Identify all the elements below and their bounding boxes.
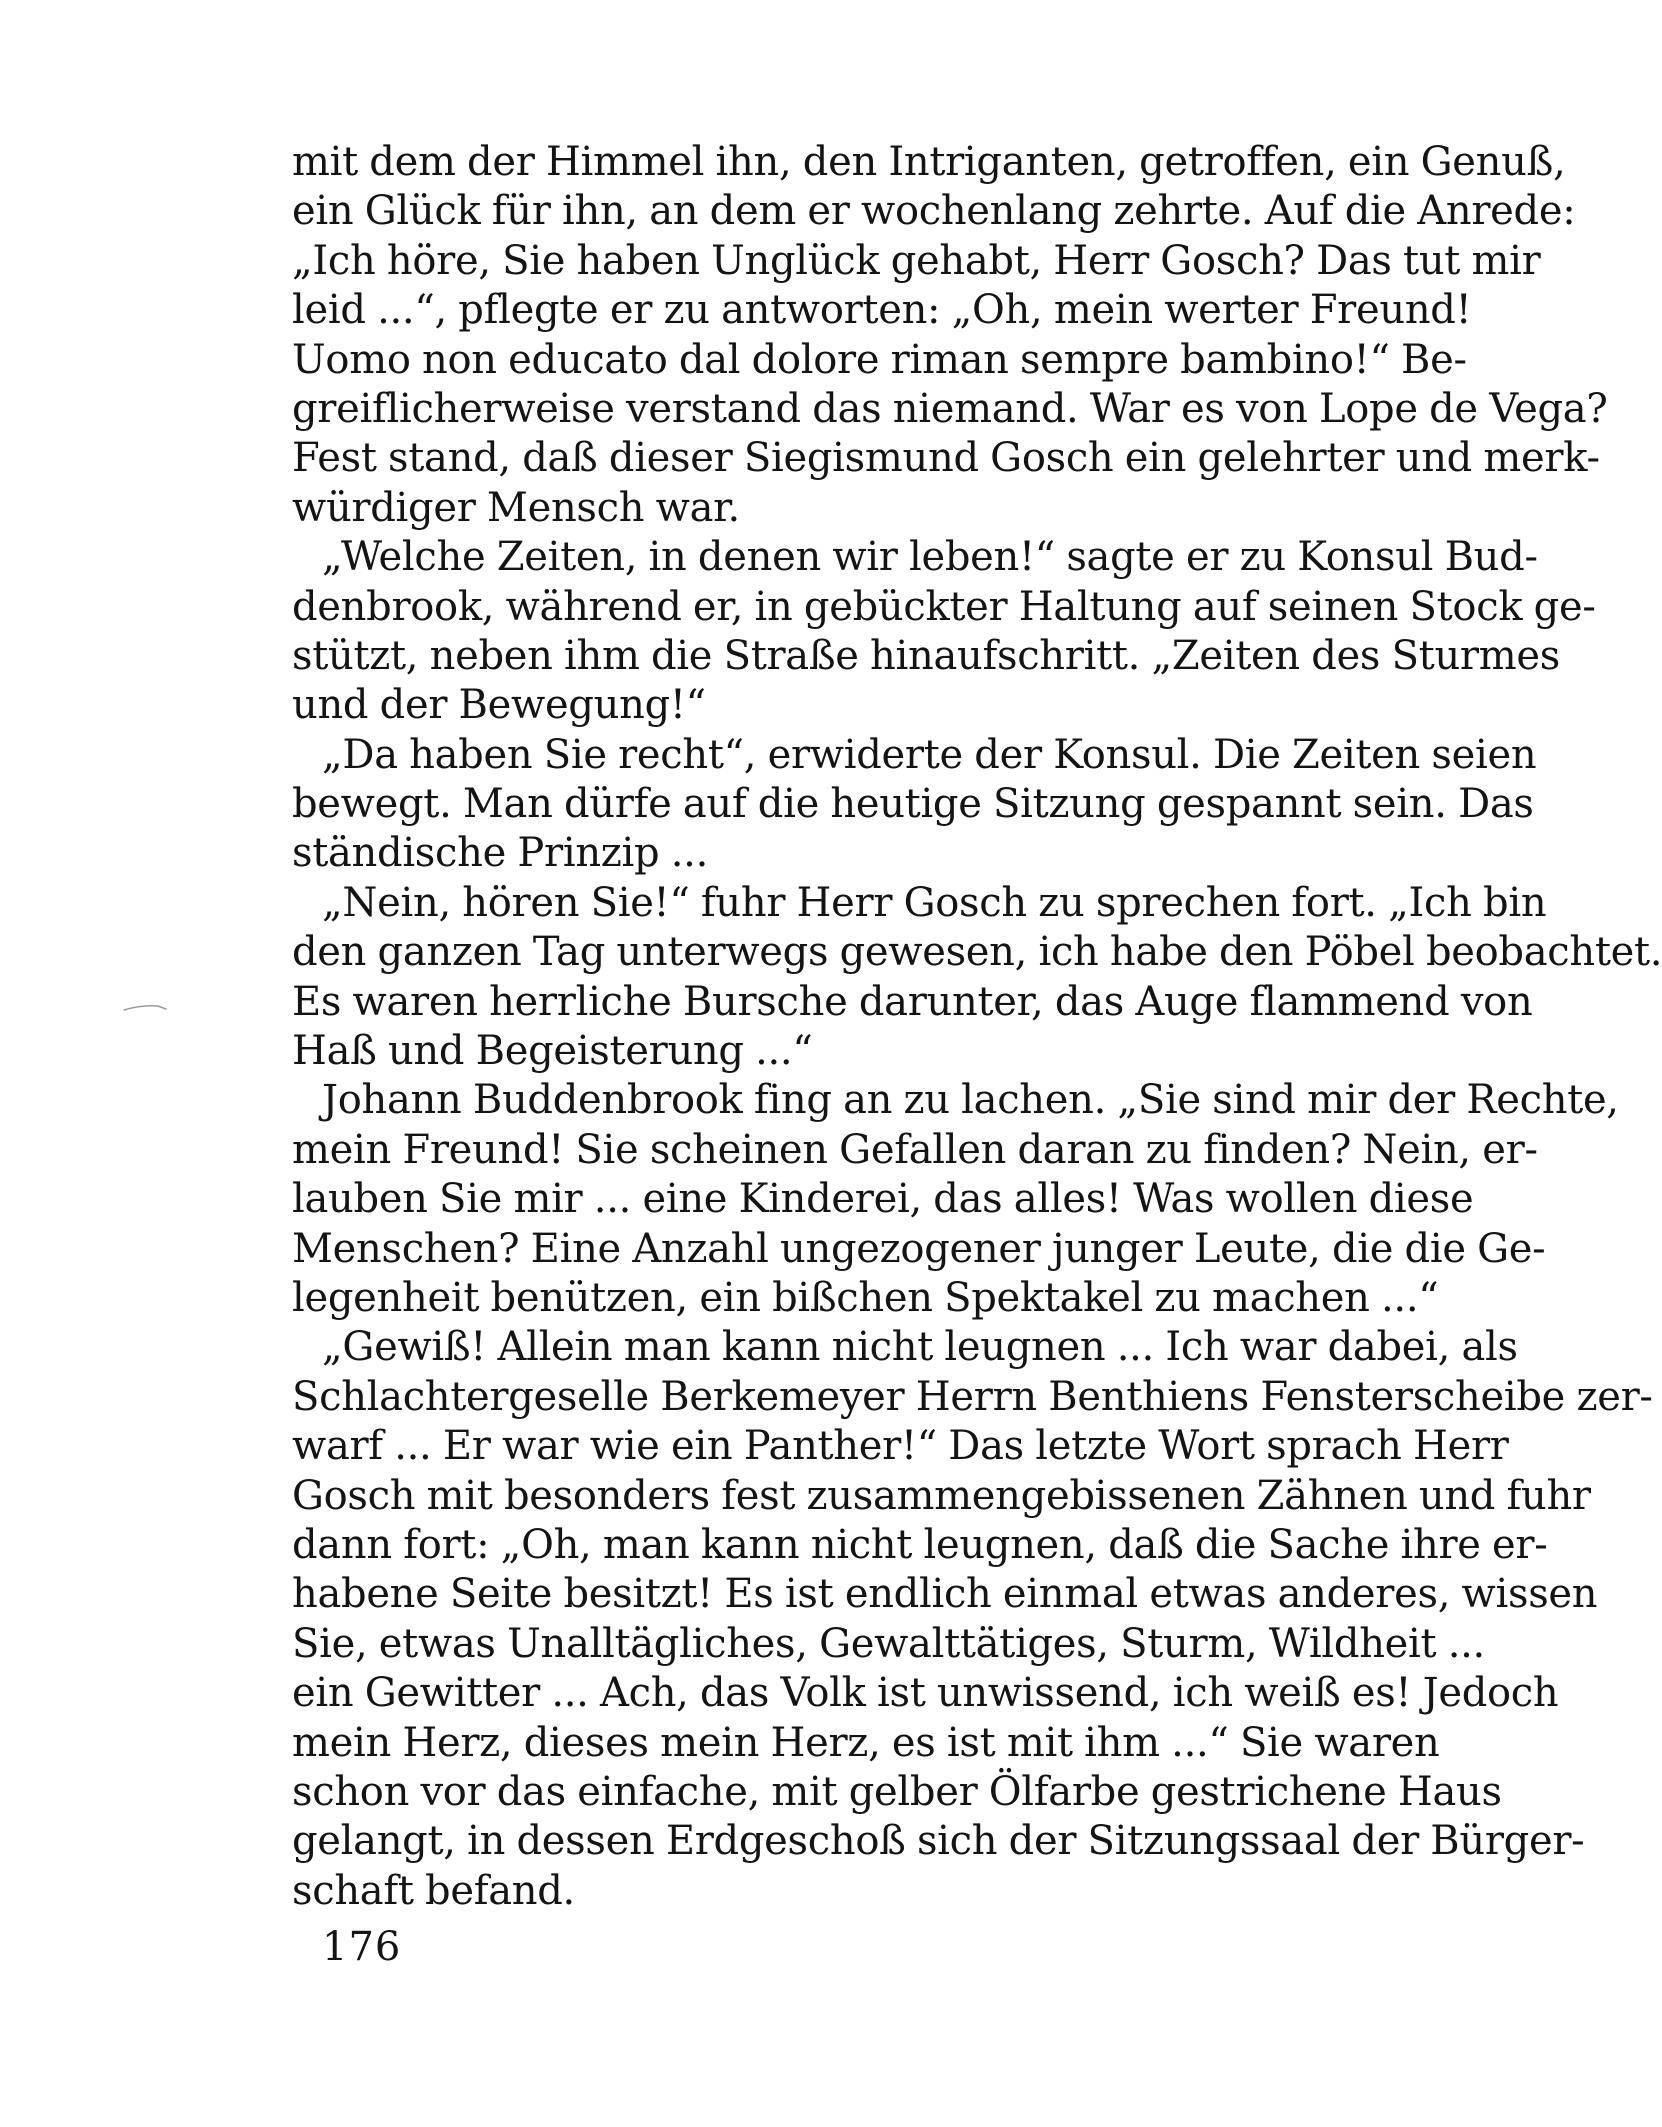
text-line: habene Seite besitzt! Es ist endlich einmal etwas anderes, wissen <box>292 1571 1598 1618</box>
text-line: den ganzen Tag unterwegs gewesen, ich habe den Pöbel beobachtet. <box>292 929 1662 976</box>
text-line: ein Glück für ihn, an dem er wochenlang zehrte. Auf die Anrede: <box>292 188 1576 235</box>
text-line: „Welche Zeiten, in denen wir leben!“ sagte er zu Konsul Bud- <box>322 534 1538 581</box>
text-line: Gosch mit besonders fest zusammengebissenen Zähnen und fuhr <box>292 1472 1591 1519</box>
text-line: dann fort: „Oh, man kann nicht leugnen, daß die Sache ihre er- <box>292 1521 1548 1568</box>
text-line: ständische Prinzip ... <box>292 830 709 877</box>
text-line: mein Herz, dieses mein Herz, es ist mit ihm ...“ Sie waren <box>292 1719 1440 1766</box>
text-line: legenheit benützen, ein bißchen Spektakel zu machen ...“ <box>292 1274 1439 1321</box>
text-line: schon vor das einfache, mit gelber Ölfarbe gestrichene Haus <box>292 1768 1502 1815</box>
text-line: mit dem der Himmel ihn, den Intriganten, getroffen, ein Genuß, <box>292 139 1566 185</box>
text-line: Haß und Begeisterung ...“ <box>292 1028 813 1075</box>
text-line: Schlachtergeselle Berkemeyer Herrn Benthiens Fensterscheibe zer- <box>292 1373 1653 1420</box>
text-line: Menschen? Eine Anzahl ungezogener junger Leute, die die Ge- <box>292 1225 1546 1272</box>
text-line: lauben Sie mir ... eine Kinderei, das alles! Was wollen diese <box>292 1176 1474 1223</box>
text-line: Es waren herrliche Bursche darunter, das Auge flammend von <box>292 978 1533 1025</box>
text-line: bewegt. Man dürfe auf die heutige Sitzung gespannt sein. Das <box>292 781 1534 828</box>
text-line: ein Gewitter ... Ach, das Volk ist unwissend, ich weiß es! Jedoch <box>292 1670 1559 1717</box>
text-line: Uomo non educato dal dolore riman sempre bambino!“ Be- <box>292 336 1467 383</box>
text-line: und der Bewegung!“ <box>292 682 706 729</box>
text-line: denbrook, während er, in gebückter Haltung auf seinen Stock ge- <box>292 583 1596 630</box>
margin-pencil-mark <box>122 1003 168 1013</box>
text-line: „Gewiß! Allein man kann nicht leugnen ... Ich war dabei, als <box>322 1324 1518 1371</box>
text-line: Sie, etwas Unalltägliches, Gewalttätiges, Sturm, Wildheit ... <box>292 1620 1485 1667</box>
text-line: warf ... Er war wie ein Panther!“ Das letzte Wort sprach Herr <box>292 1423 1509 1470</box>
text-line: Johann Buddenbrook fing an zu lachen. „Sie sind mir der Rechte, <box>322 1077 1619 1124</box>
page-number: 176 <box>322 1924 402 1970</box>
body-text <box>292 138 1662 1916</box>
text-line: schaft befand. <box>292 1867 575 1914</box>
text-line: „Ich höre, Sie haben Unglück gehabt, Herr Gosch? Das tut mir <box>292 237 1541 284</box>
text-line: gelangt, in dessen Erdgeschoß sich der Sitzungssaal der Bürger- <box>292 1818 1585 1865</box>
text-line: Fest stand, daß dieser Siegismund Gosch ein gelehrter und merk- <box>292 435 1600 482</box>
text-line: greiflicherweise verstand das niemand. War es von Lope de Vega? <box>292 385 1608 432</box>
text-line: würdiger Mensch war. <box>292 484 740 531</box>
text-line: stützt, neben ihm die Straße hinaufschritt. „Zeiten des Sturmes <box>292 632 1560 679</box>
text-line: mein Freund! Sie scheinen Gefallen daran zu finden? Nein, er- <box>292 1126 1538 1173</box>
text-line: leid ...“, pflegte er zu antworten: „Oh, mein werter Freund! <box>292 287 1472 334</box>
text-line: „Da haben Sie recht“, erwiderte der Konsul. Die Zeiten seien <box>322 731 1537 778</box>
text-line: „Nein, hören Sie!“ fuhr Herr Gosch zu sprechen fort. „Ich bin <box>322 879 1547 926</box>
